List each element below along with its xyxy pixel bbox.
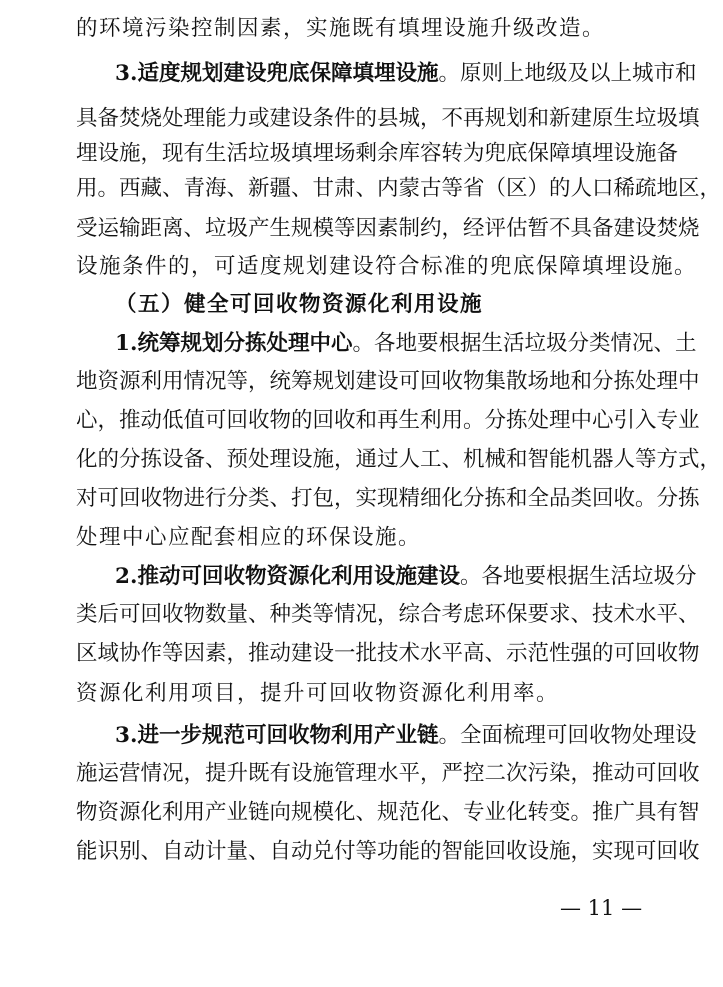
- line-text: 施运营情况，提升既有设施管理水平，严控二次污染，推动可回收: [76, 761, 700, 786]
- line-text: 受运输距离、垃圾产生规模等因素制约，经评估暂不具备建设焚烧: [76, 216, 700, 241]
- line-text: 。各地要根据生活垃圾分类情况、土: [352, 331, 697, 356]
- line-text: 区域协作等因素，推动建设一批技术水平高、示范性强的可回收物: [76, 641, 700, 666]
- text-line: [76, 252, 698, 282]
- line-text: 。原则上地级及以上城市和: [438, 61, 697, 86]
- text-line: [76, 798, 700, 828]
- text-line: [76, 600, 700, 630]
- line-text: 具备焚烧处理能力或建设条件的县城，不再规划和新建原生垃圾填: [76, 106, 700, 131]
- text-line: [76, 214, 700, 244]
- text-line: [76, 406, 700, 436]
- section-heading-text: （五）健全可回收物资源化利用设施: [115, 292, 484, 317]
- text-line: [76, 104, 700, 134]
- text-line: [76, 139, 679, 169]
- line-text: 埋设施，现有生活垃圾填埋场剩余库容转为兜底保障填埋设施备: [76, 141, 679, 166]
- subsection-heading: 3.进一步规范可回收物利用产业链: [115, 723, 439, 748]
- text-line: [76, 837, 700, 867]
- line-text: 心，推动低值可回收物的回收和再生利用。分拣处理中心引入专业: [76, 408, 700, 433]
- paragraph-start-line: [115, 329, 697, 359]
- paragraph-start-line: [115, 562, 697, 592]
- subsection-heading: 1.统筹规划分拣处理中心: [115, 331, 353, 356]
- subsection-heading: 3.适度规划建设兜底保障填埋设施: [115, 61, 439, 86]
- text-line: [76, 759, 700, 789]
- line-text: 。各地要根据生活垃圾分: [459, 564, 697, 589]
- line-text: 。全面梳理可回收物处理设: [438, 723, 697, 748]
- subsection-heading: 2.推动可回收物资源化利用设施建设: [115, 564, 460, 589]
- line-text: 地资源利用情况等，统筹规划建设可回收物集散场地和分拣处理中: [76, 369, 700, 394]
- line-text: 设施条件的，可适度规划建设符合标准的兜底保障填埋设施。: [76, 254, 698, 279]
- text-line: [76, 174, 722, 204]
- text-line: [76, 484, 700, 514]
- text-line: [76, 367, 700, 397]
- line-text: 物资源化利用产业链向规模化、规范化、专业化转变。推广具有智: [76, 800, 700, 825]
- line-text: 用。西藏、青海、新疆、甘肃、内蒙古等省（区）的人口稀疏地区，: [76, 176, 722, 201]
- line-text: 处理中心应配套相应的环保设施。: [76, 525, 422, 550]
- line-text: 类后可回收物数量、种类等情况，综合考虑环保要求、技术水平、: [76, 602, 700, 627]
- text-line: [76, 679, 656, 709]
- line-text: 化的分拣设备、预处理设施，通过人工、机械和智能机器人等方式，: [76, 447, 722, 472]
- text-line: [76, 14, 656, 44]
- line-text: 能识别、自动计量、自动兑付等功能的智能回收设施，实现可回收: [76, 839, 700, 864]
- text-line: [76, 523, 656, 553]
- line-text: 的环境污染控制因素，实施既有填埋设施升级改造。: [76, 16, 606, 41]
- paragraph-start-line: [115, 721, 697, 751]
- line-text: 对可回收物进行分类、打包，实现精细化分拣和全品类回收。分拣: [76, 486, 700, 511]
- page-number: — 11 —: [560, 896, 643, 920]
- text-line: [76, 639, 700, 669]
- paragraph-start-line: [115, 59, 697, 89]
- line-text: 资源化利用项目，提升可回收物资源化利用率。: [76, 681, 560, 706]
- text-line: [76, 445, 722, 475]
- section-heading: [115, 290, 515, 320]
